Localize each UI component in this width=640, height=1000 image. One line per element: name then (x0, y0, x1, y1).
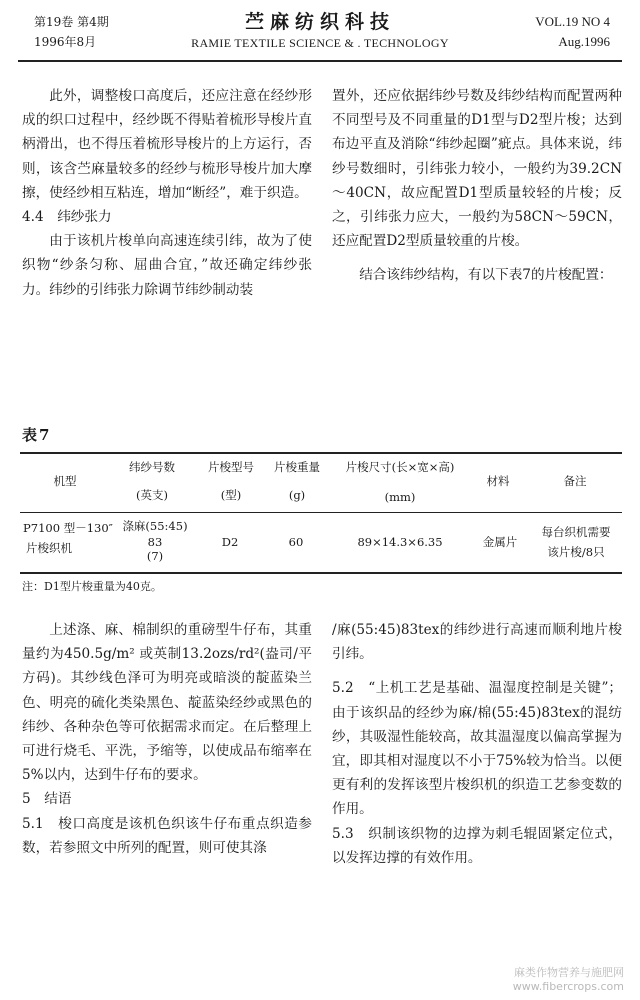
header-material: 材料 (486, 474, 510, 488)
header-shuttle-weight: 片梭重量 (274, 460, 320, 474)
header-shuttle-type-unit: (型) (220, 488, 242, 502)
header-shuttle-size: 片梭尺寸(长×宽×高) (345, 460, 455, 474)
journal-header (0, 0, 640, 58)
section-heading-5: 5 结语 (22, 791, 72, 808)
header-yarn-count: 纬纱号数 (129, 460, 175, 474)
date-en: Aug.1996 (558, 34, 610, 49)
cell-machine-model: P7100 型－130″ (23, 521, 113, 535)
text-column-top-left (22, 84, 312, 302)
cell-shuttle-weight: 60 (288, 535, 304, 549)
journal-title-en: RAMIE TEXTILE SCIENCE & . TECHNOLOGY (191, 36, 449, 50)
section-heading-4-4: 4.4 纬纱张力 (22, 209, 112, 226)
cell-machine-type: 片梭织机 (26, 541, 72, 555)
text-column-bottom-right (332, 618, 622, 870)
paragraph-shed-height: 此外，调整梭口高度后，还应注意在经纱形成的织口过程中，经纱既不得贴着梳形导梭片直柄滑出，也不得压着梳形导梭片的上方运行，否则，该含苎麻量较多的经纱与梳形导梭片加大摩擦，使经纱相互粘连，增加“断经”，难于织造。 (22, 88, 312, 201)
header-remark: 备注 (563, 474, 587, 488)
table-top-rule (20, 452, 622, 454)
paragraph-denim-description: 上述涤、麻、棉制织的重磅型牛仔布，其重量约为450.5g/m² 或英制13.2ozs/rd²(盎司/平方码)。其纱线色泽可为明亮或暗淡的靛蓝染兰色、明亮的硫化类染黑色、靛蓝染经纱或黑色的纬纱、各种杂色等可依据需求而定。在后整理上可进行烧毛、平洗，予缩等，以使成品布缩率在5%以内，达到牛仔布的要求。 (22, 622, 312, 784)
header-shuttle-size-unit: (mm) (384, 490, 416, 504)
date-cn: 1996年8月 (34, 35, 97, 49)
cell-remark-line2: 该片梭/8只 (547, 545, 605, 559)
cell-remark-line1: 每台织机需要 (541, 525, 611, 539)
paragraph-weft-tension: 由于该机片梭单向高速连续引纬，故为了使织物“纱条匀称、屈曲合宜，”故还确定纬纱张力。纬纱的引纬张力除调节纬纱制动装 (22, 233, 312, 298)
journal-title-block (160, 10, 480, 52)
table-bottom-rule (20, 572, 622, 574)
table-header-rule (20, 512, 622, 513)
cell-shuttle-size: 89×14.3×6.35 (357, 535, 443, 549)
paragraph-conclusion-5-1: 5.1 梭口高度是该机色织该牛仔布重点织造参数，若参照文中所列的配置，则可使其涤 (22, 815, 312, 856)
table-title: 表7 (22, 426, 52, 444)
issue-info-right (535, 12, 610, 52)
watermark-url: www.fibercrops.com (512, 980, 624, 993)
table-footnote: 注：D1型片梭重量为40克。 (22, 580, 162, 593)
header-rule (18, 60, 622, 62)
volume-issue-cn: 第19卷 第4期 (34, 15, 109, 29)
header-shuttle-type: 片梭型号 (208, 460, 254, 474)
cell-yarn-blend: 涤麻(55:45) (122, 519, 188, 533)
header-yarn-count-unit: (英支) (136, 488, 168, 502)
paragraph-conclusion-5-1-cont: /麻(55:45)83tex的纬纱进行高速而顺利地片梭引纬。 (332, 622, 622, 663)
paragraph-shuttle-config: 置外，还应依据纬纱号数及纬纱结构而配置两种不同型号及不同重量的D1型与D2型片梭；达到布边平直及消除“纬纱起圈”疵点。具体来说，纬纱号数细时，引纬张力较小，一般约为39.2CN～40CN，故应配置D1型质量较轻的片梭；反之，引纬张力应大，一般约为58CN～59CN，还应配置D2型质量较重的片梭。 (332, 88, 622, 250)
cell-yarn-english: (7) (146, 549, 164, 563)
paragraph-table-intro: 结合该纬纱结构，有以下表7的片梭配置： (359, 267, 613, 284)
text-column-top-right (332, 84, 622, 288)
volume-issue-en: VOL.19 NO 4 (535, 14, 610, 29)
paragraph-conclusion-5-3: 5.3 织制该织物的边撑为刺毛辊固紧定位式，以发挥边撑的有效作用。 (332, 825, 622, 866)
watermark-cn: 麻类作物营养与施肥网 (514, 966, 624, 979)
paragraph-conclusion-5-2: 5.2 “上机工艺是基础、温湿度控制是关键”；由于该织品的经纱为麻/棉(55:45)83tex的混纺纱，其吸湿性能较高，故其温湿度以偏高掌握为宜，即其相对湿度以不小于75%较为恰当。以便更有利的发挥该型片梭织机的织造工艺参变数的作用。 (332, 680, 622, 818)
header-machine: 机型 (53, 474, 77, 488)
cell-yarn-tex: 83 (147, 535, 163, 549)
journal-title-cn: 苎麻纺织科技 (244, 11, 395, 33)
site-watermark (513, 966, 624, 994)
issue-info-left (34, 12, 109, 52)
header-shuttle-weight-unit: (g) (288, 488, 306, 502)
cell-material: 金属片 (482, 535, 518, 549)
text-column-bottom-left (22, 618, 312, 860)
cell-shuttle-type: D2 (221, 535, 239, 549)
